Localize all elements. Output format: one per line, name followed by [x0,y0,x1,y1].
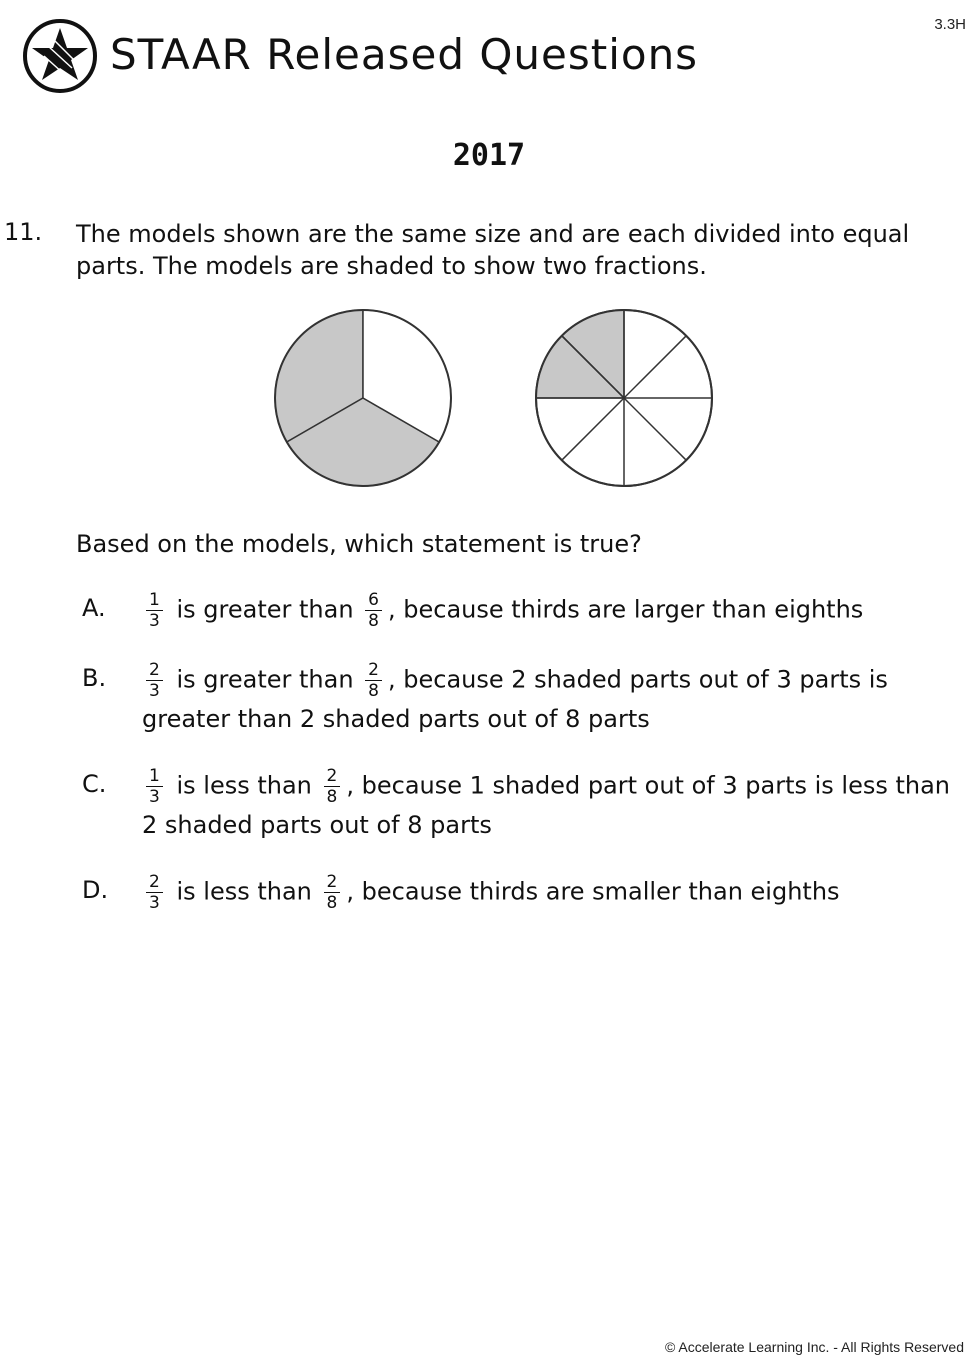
fraction-2: $\frac{6}{8}$ [365,590,382,631]
fraction-2: $\frac{2}{8}$ [324,766,341,807]
eighths-circle-model [536,310,712,486]
year-heading: 2017 [452,138,526,173]
page-code: 3.3H [934,16,966,33]
fraction-1: $\frac{1}{3}$ [146,590,163,631]
fraction-1: $\frac{1}{3}$ [146,766,163,807]
choice-letter: D. [82,876,109,904]
question-prompt: Based on the models, which statement is true? [76,530,642,558]
choice-comparison: is greater than [176,665,354,694]
header-title: STAAR Released Questions [110,30,699,79]
choice-comparison: is greater than [176,595,354,624]
star-badge-icon [20,16,100,96]
choice-comparison: is less than [176,771,312,800]
choice-letter: C. [82,770,107,798]
choice-reason: , because thirds are smaller than eighths [346,877,840,906]
fraction-1: $\frac{2}{3}$ [146,660,163,701]
choice-letter: B. [82,664,107,692]
choice-reason: , because 1 shaded part out of 3 parts is less than 2 shaded parts out of 8 parts [142,771,951,839]
question-number: 11. [4,218,43,246]
fraction-2: $\frac{2}{8}$ [365,660,382,701]
fraction-2: $\frac{2}{8}$ [324,872,341,913]
choice-reason: , because thirds are larger than eighths [388,595,864,624]
fraction-1: $\frac{2}{3}$ [146,872,163,913]
choice-comparison: is less than [176,877,312,906]
question-text: The models shown are the same size and are each divided into equal parts. The models are shaded to show two fractions. [76,220,910,280]
fraction-models [268,302,720,498]
choice-letter: A. [82,594,106,622]
thirds-circle-model [275,310,451,486]
choice-reason: , because 2 shaded parts out of 3 parts is greater than 2 shaded parts out of 8 parts [142,665,888,733]
copyright-footer: © Accelerate Learning Inc. - All Rights Reserved [664,1339,964,1355]
